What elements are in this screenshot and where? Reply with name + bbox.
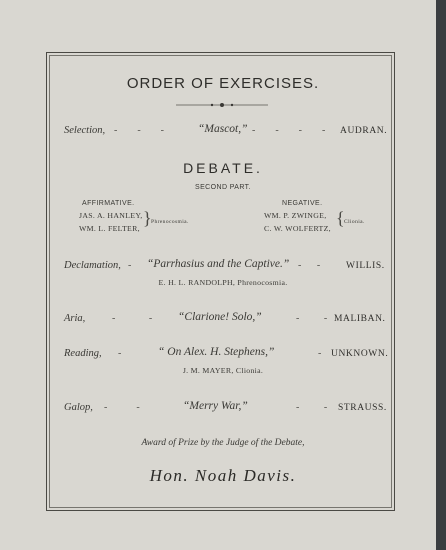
leader-dots: - — [118, 348, 124, 359]
item-label-reading: Reading, — [64, 348, 102, 359]
item-performer-reading: J. M. MAYER, Clionia. — [182, 366, 264, 375]
judge-name: Hon. Noah Davis. — [149, 466, 297, 485]
item-label-selection: Selection, — [64, 125, 106, 136]
item-composer-reading: UNKNOWN. — [331, 349, 389, 359]
item-title-selection: “Mascot,” — [198, 123, 248, 135]
item-composer-aria: MALIBAN. — [334, 314, 386, 324]
item-title-galop: “Merry War,” — [183, 400, 248, 412]
page-heading: ORDER OF EXERCISES. — [126, 75, 320, 92]
leader-dots: - — [318, 348, 324, 359]
negative-society: Clionia. — [344, 219, 365, 225]
item-composer-galop: STRAUSS. — [338, 403, 387, 413]
item-title-reading: “ On Alex. H. Stephens,” — [158, 346, 275, 358]
item-composer-selection: AUDRAN. — [340, 126, 388, 136]
negative-speaker: C. W. WOLFERTZ, — [264, 224, 331, 233]
leader-dots: - - - - — [252, 125, 328, 136]
affirmative-speaker: WM. L. FELTER, — [79, 224, 140, 233]
debate-part: SECOND PART. — [195, 184, 251, 191]
item-title-aria: “Clarione! Solo,” — [178, 311, 262, 323]
item-composer-declamation: WILLIS. — [346, 261, 385, 271]
leader-dots: - - — [298, 260, 323, 271]
affirmative-label: AFFIRMATIVE. — [82, 200, 135, 207]
award-line: Award of Prize by the Judge of the Debate, — [141, 438, 305, 448]
negative-label: NEGATIVE. — [282, 200, 323, 207]
item-title-declamation: “Parrhasius and the Captive.” — [147, 258, 290, 270]
item-performer-declamation: E. H. L. RANDOLPH, Phrenocosmia. — [158, 278, 288, 287]
item-label-aria: Aria, — [64, 313, 86, 324]
item-label-declamation: Declamation, — [64, 260, 121, 271]
item-label-galop: Galop, — [64, 402, 93, 413]
affirmative-society: Phrenocosmia. — [151, 219, 189, 225]
leader-dots: - - — [296, 402, 330, 413]
leader-dots: - - — [296, 313, 330, 324]
ornament-rule — [176, 102, 268, 108]
affirmative-speaker: JAS. A. HANLEY, — [79, 211, 143, 220]
leader-dots: - - — [104, 402, 142, 413]
leader-dots: - — [128, 260, 134, 271]
debate-title: DEBATE. — [183, 160, 263, 176]
brace-mark: } — [143, 208, 152, 228]
leader-dots: - - — [112, 313, 155, 324]
brace-mark: { — [336, 208, 345, 228]
negative-speaker: WM. P. ZWINGE, — [264, 211, 327, 220]
leader-dots: - - - — [114, 125, 166, 136]
